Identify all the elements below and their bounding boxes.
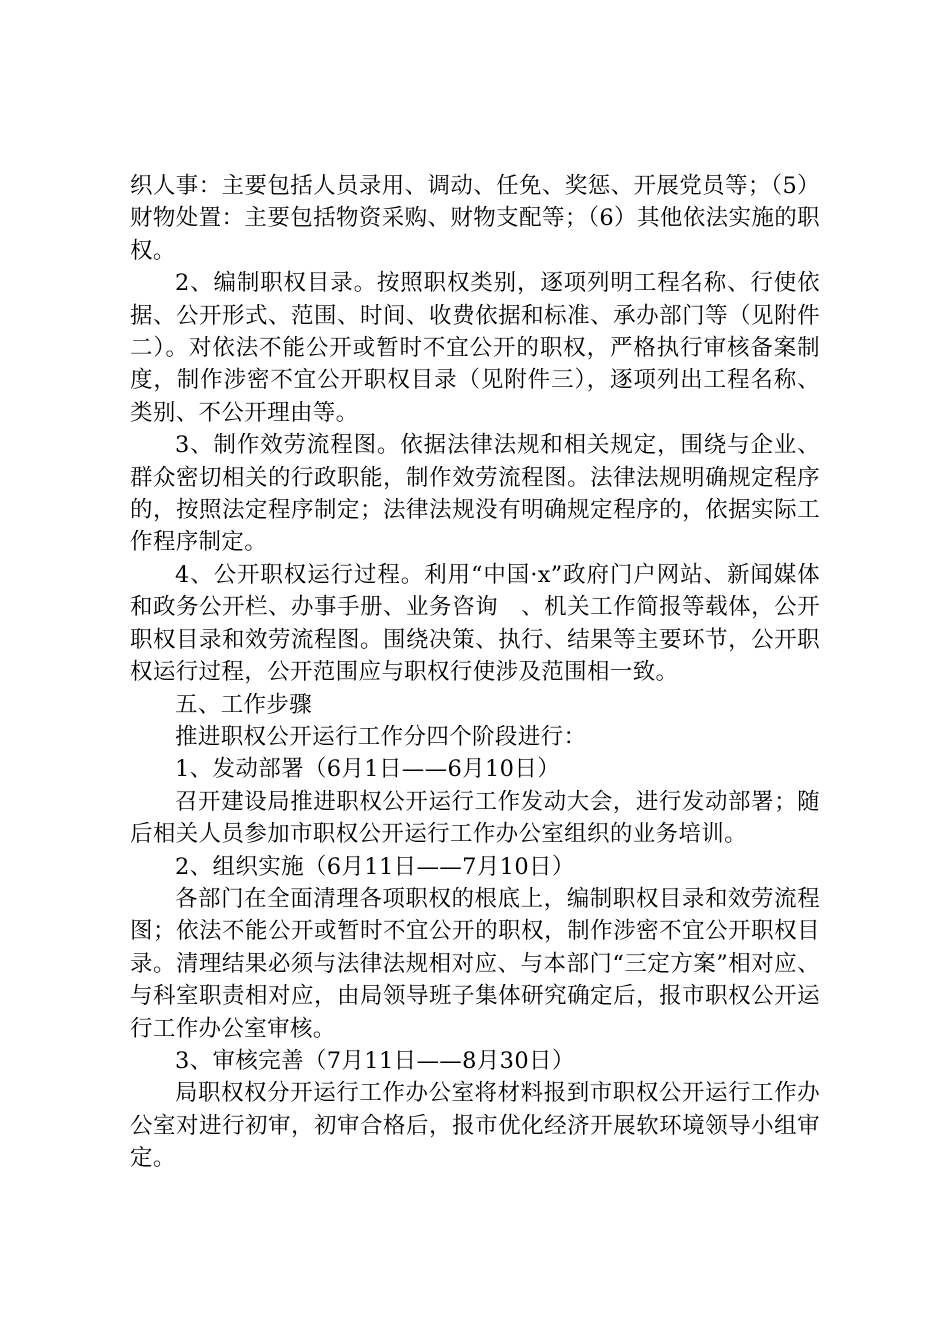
paragraph: 织人事：主要包括人员录用、调动、任免、奖惩、开展党员等；（5）财物处置：主要包括物资采购、财物支配等；（6）其他依法实施的职权。 [130, 173, 820, 264]
paragraph: 2、编制职权目录。按照职权类别，逐项列明工程名称、行使依据、公开形式、范围、时间、收费依据和标准、承办部门等（见附件二）。对依法不能公开或暂时不宜公开的职权，严格执行审核备案制度，制作涉密不宜公开职权目录（见附件三），逐项列出工程名称、类别、不公开理由等。 [130, 270, 820, 426]
document-body [130, 170, 820, 1175]
step-heading: 3、审核完善（7月11日——8月30日） [175, 1047, 575, 1074]
paragraph: 3、制作效劳流程图。依据法律法规和相关规定，围绕与企业、群众密切相关的行政职能，制作效劳流程图。法律法规明确规定程序的，按照法定程序制定；法律法规没有明确规定程序的，依据实际工作程序制定。 [130, 432, 820, 556]
step-heading: 1、发动部署（6月1日——6月10日） [175, 756, 561, 783]
paragraph: 各部门在全面清理各项职权的根底上，编制职权目录和效劳流程图；依法不能公开或暂时不宜公开的职权，制作涉密不宜公开职权目录。清理结果必须与法律法规相对应、与本部门“三定方案”相对应、与科室职责相对应，由局领导班子集体研究确定后，报市职权公开运行工作办公室审核。 [130, 885, 820, 1042]
step-heading: 2、组织实施（6月11日——7月10日） [175, 853, 575, 880]
paragraph: 4、公开职权运行过程。利用“中国·x”政府门户网站、新闻媒体和政务公开栏、办事手册、业务咨询 、机关工作简报等载体，公开职权目录和效劳流程图。围绕决策、执行、结果等主要环节，公开职权运行过程，公开范围应与职权行使涉及范围相一致。 [130, 561, 820, 686]
paragraph: 局职权权分开运行工作办公室将材料报到市职权公开运行工作办公室对进行初审，初审合格后，报市优化经济开展软环境领导小组审定。 [130, 1080, 820, 1172]
paragraph: 召开建设局推进职权公开运行工作发动大会，进行发动部署；随后相关人员参加市职权公开运行工作办公室组织的业务培训。 [130, 788, 820, 848]
section-heading: 五、工作步骤 [175, 691, 313, 718]
paragraph: 推进职权公开运行工作分四个阶段进行： [175, 723, 587, 750]
